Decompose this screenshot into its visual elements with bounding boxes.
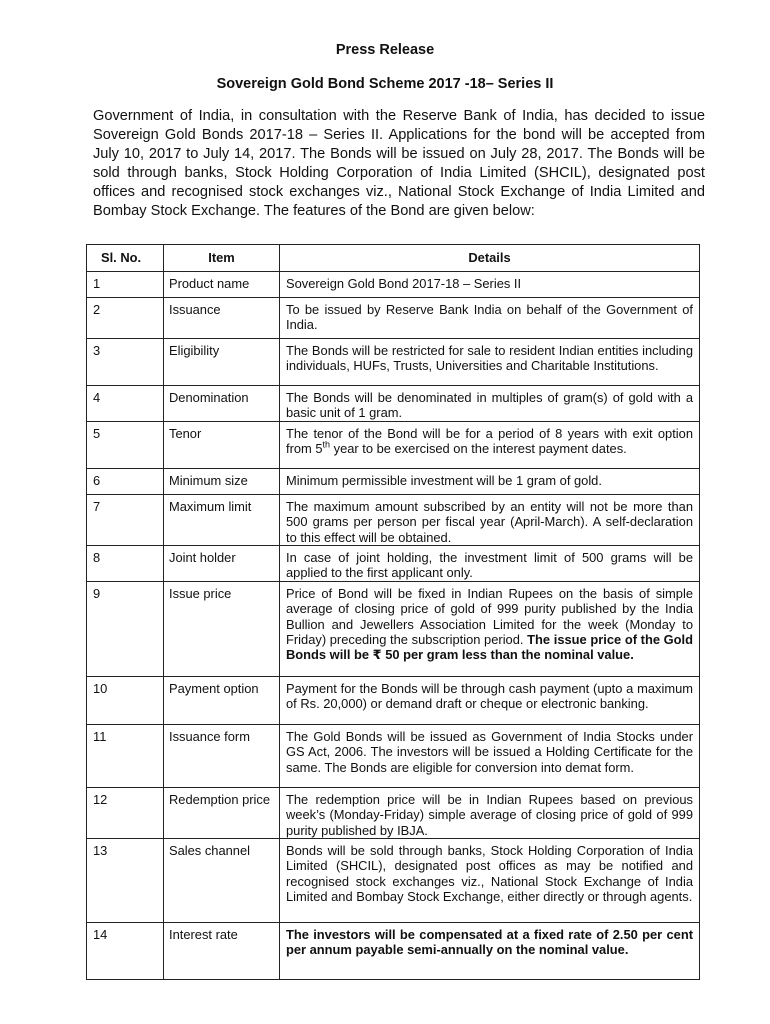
row-number: 2 [87, 298, 164, 339]
row-details: The redemption price will be in Indian Rupees based on previous week’s (Monday-Friday) simple average of closing price of gold of 999 purity published by IBJA. [280, 787, 700, 838]
table-row [87, 546, 700, 582]
table-row [87, 581, 700, 676]
row-item: Tenor [164, 421, 280, 468]
row-details: The Bonds will be denominated in multiples of gram(s) of gold with a basic unit of 1 gram. [280, 386, 700, 422]
row-number: 8 [87, 546, 164, 582]
details-text: Price of Bond will be fixed in Indian Rupees on the basis of simple average of closing price of gold of 999 purity published by the India Bullion and Jewellers Association Limited for the week (Monday to Friday) preceding the subscription period. [286, 585, 693, 648]
table-row [87, 724, 700, 787]
row-details [280, 421, 700, 468]
page-title: Press Release [335, 42, 435, 58]
row-details: The Bonds will be restricted for sale to resident Indian entities including individuals, HUFs, Trusts, Universities and Charitable Institutions. [280, 339, 700, 386]
row-item: Denomination [164, 386, 280, 422]
row-item: Issuance [164, 298, 280, 339]
table-row [87, 494, 700, 545]
intro-paragraph: Government of India, in consultation with the Reserve Bank of India, has decided to issue Sovereign Gold Bonds 2017-18 – Series II. Applications for the bond will be accepted from July 10, 2017 to July 14, 2017. The Bonds will be issued on July 28, 2017. The Bonds will be sold through banks, Stock Holding Corporation of India Limited (SHCIL), designated post offices and recognised stock exchanges viz., National Stock Exchange of India Limited and Bombay Stock Exchange. The features of the Bond are given below: [93, 108, 705, 220]
table-row [87, 298, 700, 339]
details-text: year to be exercised on the interest payment dates. [330, 441, 627, 457]
row-number: 6 [87, 468, 164, 494]
row-item: Redemption price [164, 787, 280, 838]
row-details: The maximum amount subscribed by an entity will not be more than 500 grams per person per fiscal year (April-March). A self-declaration to this effect will be obtained. [280, 494, 700, 545]
row-details: Payment for the Bonds will be through cash payment (upto a maximum of Rs. 20,000) or demand draft or cheque or electronic banking. [280, 676, 700, 724]
row-number: 9 [87, 581, 164, 676]
table-row [87, 787, 700, 838]
row-details: Bonds will be sold through banks, Stock Holding Corporation of India Limited (SHCIL), designated post offices as may be notified and recognised stock exchanges viz., National Stock Exchange of India Limited and Bombay Stock Exchange, either directly or through agents. [280, 839, 700, 923]
row-item: Joint holder [164, 546, 280, 582]
row-details: To be issued by Reserve Bank India on behalf of the Government of India. [280, 298, 700, 339]
table-row [87, 676, 700, 724]
row-item: Product name [164, 272, 280, 298]
row-item: Payment option [164, 676, 280, 724]
features-table [86, 244, 700, 980]
ordinal-suffix: th [322, 439, 331, 450]
row-number: 5 [87, 421, 164, 468]
table-row [87, 272, 700, 298]
row-item: Maximum limit [164, 494, 280, 545]
row-details [280, 581, 700, 676]
table-header-row [87, 245, 700, 272]
header-sl-no: Sl. No. [87, 245, 164, 272]
table-row [87, 923, 700, 980]
row-number: 3 [87, 339, 164, 386]
row-item: Issuance form [164, 724, 280, 787]
row-number: 4 [87, 386, 164, 422]
row-item: Eligibility [164, 339, 280, 386]
row-details: The investors will be compensated at a fixed rate of 2.50 per cent per annum payable semi-annually on the nominal value. [280, 923, 700, 980]
header-details: Details [280, 245, 700, 272]
row-number: 14 [87, 923, 164, 980]
row-number: 11 [87, 724, 164, 787]
row-item: Minimum size [164, 468, 280, 494]
details-text: The tenor of the Bond will be for a period of 8 years with exit option from 5 [286, 425, 693, 457]
table-row [87, 339, 700, 386]
table-row [87, 468, 700, 494]
row-item: Sales channel [164, 839, 280, 923]
page-subtitle: Sovereign Gold Bond Scheme 2017 -18– Series II [216, 76, 554, 92]
details-bold-text: The issue price of the Gold Bonds will be ₹ 50 per gram less than the nominal value. [286, 632, 693, 663]
row-number: 1 [87, 272, 164, 298]
row-item: Issue price [164, 581, 280, 676]
table-row [87, 421, 700, 468]
table-row [87, 386, 700, 422]
row-details: Minimum permissible investment will be 1 gram of gold. [280, 468, 700, 494]
row-number: 12 [87, 787, 164, 838]
header-item: Item [164, 245, 280, 272]
row-number: 13 [87, 839, 164, 923]
row-number: 7 [87, 494, 164, 545]
row-details: In case of joint holding, the investment limit of 500 grams will be applied to the first applicant only. [280, 546, 700, 582]
row-details: Sovereign Gold Bond 2017-18 – Series II [280, 272, 700, 298]
row-number: 10 [87, 676, 164, 724]
row-item: Interest rate [164, 923, 280, 980]
table-row [87, 839, 700, 923]
row-details: The Gold Bonds will be issued as Government of India Stocks under GS Act, 2006. The investors will be issued a Holding Certificate for the same. The Bonds are eligible for conversion into demat form. [280, 724, 700, 787]
